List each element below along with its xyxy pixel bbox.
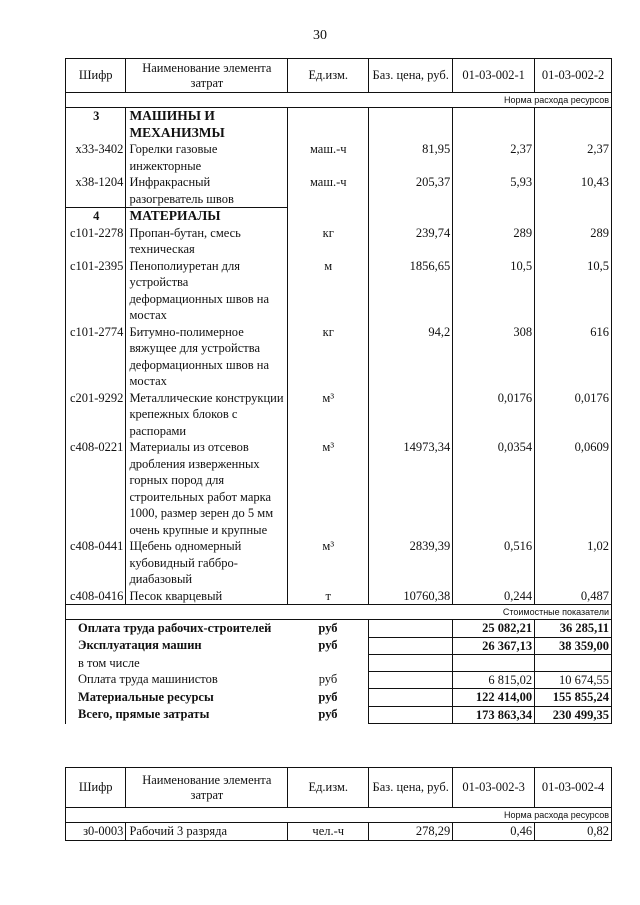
table-row	[66, 258, 612, 324]
row-unit: кг	[288, 324, 369, 390]
row-value-1: 5,93	[453, 174, 535, 208]
table-row	[66, 588, 612, 605]
summary-row	[66, 671, 612, 689]
section-header	[66, 108, 612, 142]
row-unit: кг	[288, 225, 369, 258]
summary-row	[66, 655, 612, 672]
row-name: Металлические конструкции крепежных блоков с распорами	[126, 390, 288, 440]
row-value-2: 0,487	[535, 588, 612, 605]
row-unit: маш.-ч	[288, 141, 369, 174]
row-code: с101-2774	[66, 324, 126, 390]
row-name: Пенополиуретан для устройства деформационных швов на мостах	[126, 258, 288, 324]
header-code: Шифр	[66, 768, 126, 808]
row-name: Песок кварцевый	[126, 588, 288, 605]
row-code: х38-1204	[66, 174, 126, 208]
row-value-1: 0,244	[453, 588, 535, 605]
header-price: Баз. цена, руб.	[369, 59, 453, 93]
empty-cell	[288, 108, 369, 142]
row-unit: чел.-ч	[288, 823, 369, 841]
empty-cell	[369, 706, 453, 724]
table-row	[66, 174, 612, 208]
row-name: Битумно-полимерное вяжущее для устройства деформационных швов на мостах	[126, 324, 288, 390]
summary-value-2	[535, 655, 612, 672]
row-value-2: 0,0176	[535, 390, 612, 440]
table-row	[66, 439, 612, 538]
empty-cell	[369, 637, 453, 655]
row-unit: т	[288, 588, 369, 605]
section-code: 3	[66, 108, 126, 142]
row-value-2: 10,43	[535, 174, 612, 208]
row-value-1: 2,37	[453, 141, 535, 174]
summary-unit: руб	[318, 707, 338, 721]
row-code: с101-2395	[66, 258, 126, 324]
row-price: 14973,34	[369, 439, 453, 538]
summary-value-2: 38 359,00	[535, 637, 612, 655]
empty-cell	[288, 208, 369, 225]
row-price: 94,2	[369, 324, 453, 390]
header-unit: Ед.изм.	[288, 59, 369, 93]
page-number: 30	[313, 28, 327, 43]
table-row	[66, 324, 612, 390]
row-name: Щебень одномерный кубовидный габбро-диабазовый	[126, 538, 288, 588]
empty-cell	[535, 208, 612, 225]
header-norm-4: 01-03-002-4	[535, 768, 612, 808]
norm-label: Стоимостные показатели	[66, 605, 612, 620]
table-row	[66, 141, 612, 174]
row-name: Рабочий 3 разряда	[126, 823, 288, 841]
summary-unit: руб	[318, 672, 338, 686]
norm-label: Норма расхода ресурсов	[66, 808, 612, 823]
resource-table-1	[65, 58, 612, 724]
section-header	[66, 208, 612, 225]
row-value-2: 10,5	[535, 258, 612, 324]
row-value-2: 0,82	[535, 823, 612, 841]
summary-value-2: 155 855,24	[535, 689, 612, 707]
row-unit: маш.-ч	[288, 174, 369, 208]
summary-unit: руб	[318, 621, 338, 635]
table-row	[66, 538, 612, 588]
row-name: Горелки газовые инжекторные	[126, 141, 288, 174]
summary-value-1: 173 863,34	[453, 706, 535, 724]
summary-row	[66, 620, 612, 638]
empty-cell	[369, 620, 453, 638]
row-unit: м³	[288, 390, 369, 440]
row-name: Инфракрасный разогреватель швов	[126, 174, 288, 208]
empty-cell	[453, 108, 535, 142]
empty-cell	[369, 671, 453, 689]
row-price: 239,74	[369, 225, 453, 258]
row-code: с408-0441	[66, 538, 126, 588]
row-value-1: 0,46	[453, 823, 535, 841]
section-title: МАШИНЫ И МЕХАНИЗМЫ	[126, 108, 288, 142]
row-unit: м³	[288, 538, 369, 588]
row-value-1: 289	[453, 225, 535, 258]
header-code: Шифр	[66, 59, 126, 93]
row-price: 81,95	[369, 141, 453, 174]
empty-cell	[369, 655, 453, 672]
header-name: Наименование элемента затрат	[126, 768, 288, 808]
section-title: МАТЕРИАЛЫ	[126, 208, 288, 225]
empty-cell	[369, 208, 453, 225]
resource-table-2	[65, 767, 612, 841]
row-value-2: 616	[535, 324, 612, 390]
row-value-2: 0,0609	[535, 439, 612, 538]
row-value-2: 1,02	[535, 538, 612, 588]
empty-cell	[369, 108, 453, 142]
summary-unit	[288, 655, 369, 672]
row-price: 2839,39	[369, 538, 453, 588]
header-norm-2: 01-03-002-2	[535, 59, 612, 93]
summary-name: Всего, прямые затраты	[66, 706, 288, 724]
summary-name: Эксплуатация машин	[66, 637, 288, 655]
norm-label: Норма расхода ресурсов	[66, 93, 612, 108]
table-row	[66, 225, 612, 258]
table-row	[66, 823, 612, 841]
table-row	[66, 390, 612, 440]
row-price: 278,29	[369, 823, 453, 841]
row-value-1: 0,0354	[453, 439, 535, 538]
summary-row	[66, 637, 612, 655]
summary-unit: руб	[318, 638, 338, 652]
header-price: Баз. цена, руб.	[369, 768, 453, 808]
summary-value-1: 25 082,21	[453, 620, 535, 638]
row-code: с101-2278	[66, 225, 126, 258]
row-value-1: 0,0176	[453, 390, 535, 440]
row-value-1: 308	[453, 324, 535, 390]
header-name: Наименование элемента затрат	[126, 59, 288, 93]
row-price: 1856,65	[369, 258, 453, 324]
row-name: Материалы из отсевов дробления изверженных горных пород для строительных работ марка 1000, размер зерен до 5 мм очень крупные и крупные	[126, 439, 288, 538]
section-code: 4	[66, 208, 126, 225]
row-name: Пропан-бутан, смесь техническая	[126, 225, 288, 258]
summary-name: в том числе	[66, 655, 288, 672]
empty-cell	[535, 108, 612, 142]
row-code: з0-0003	[66, 823, 126, 841]
summary-name: Материальные ресурсы	[66, 689, 288, 707]
row-code: х33-3402	[66, 141, 126, 174]
row-price: 10760,38	[369, 588, 453, 605]
row-code: с408-0221	[66, 439, 126, 538]
row-value-1: 0,516	[453, 538, 535, 588]
row-value-1: 10,5	[453, 258, 535, 324]
row-value-2: 2,37	[535, 141, 612, 174]
summary-value-1: 26 367,13	[453, 637, 535, 655]
empty-cell	[453, 208, 535, 225]
summary-name: Оплата труда машинистов	[66, 671, 288, 689]
empty-cell	[369, 689, 453, 707]
summary-row	[66, 706, 612, 724]
row-unit: м³	[288, 439, 369, 538]
header-unit: Ед.изм.	[288, 768, 369, 808]
header-norm-1: 01-03-002-1	[453, 59, 535, 93]
summary-unit: руб	[318, 689, 338, 704]
row-price	[369, 390, 453, 440]
summary-value-1: 122 414,00	[453, 689, 535, 707]
header-norm-3: 01-03-002-3	[453, 768, 535, 808]
summary-row	[66, 689, 612, 707]
summary-value-1: 6 815,02	[453, 671, 535, 689]
summary-value-2: 230 499,35	[535, 706, 612, 724]
summary-value-1	[453, 655, 535, 672]
row-code: с201-9292	[66, 390, 126, 440]
row-value-2: 289	[535, 225, 612, 258]
row-code: с408-0416	[66, 588, 126, 605]
summary-value-2: 36 285,11	[535, 620, 612, 638]
row-price: 205,37	[369, 174, 453, 208]
summary-value-2: 10 674,55	[535, 671, 612, 689]
summary-name: Оплата труда рабочих-строителей	[66, 620, 288, 638]
row-unit: м	[288, 258, 369, 324]
